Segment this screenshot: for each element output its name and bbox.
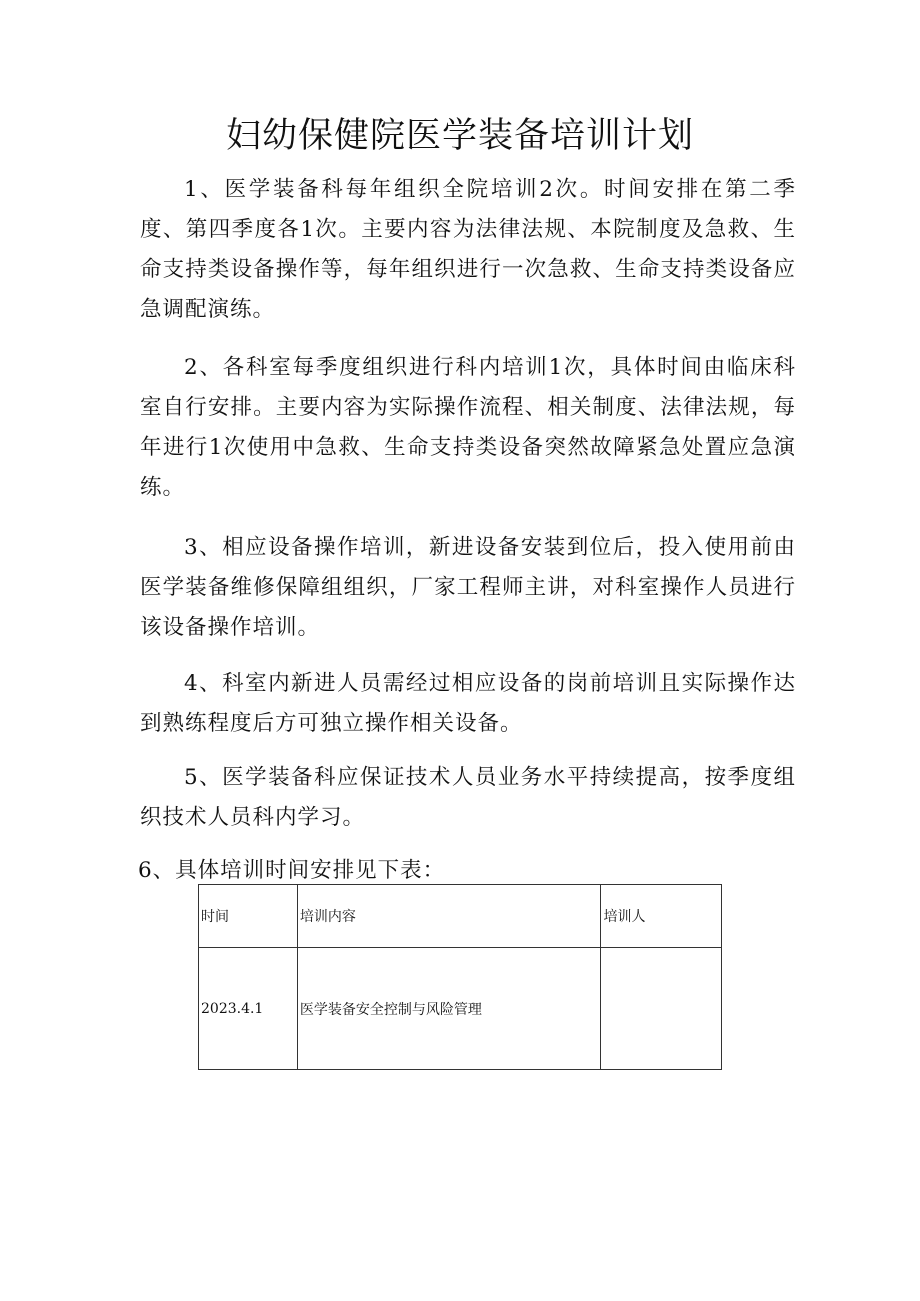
document-title: 妇幼保健院医学装备培训计划 (225, 116, 694, 156)
paragraph-5: 5、医学装备科应保证技术人员业务水平持续提高，按季度组织技术人员科内学习。 (140, 765, 796, 830)
header-trainer: 培训人 (601, 885, 722, 948)
paragraph-2: 2、各科室每季度组织进行科内培训1次，具体时间由临床科室自行安排。主要内容为实际操作流程、相关制度、法律法规，每年进行1次使用中急救、生命支持类设备突然故障紧急处置应急演练。 (140, 355, 796, 500)
cell-time: 2023.4.1 (199, 948, 298, 1070)
table-header-row (199, 885, 722, 948)
training-schedule-table (198, 884, 722, 1070)
schedule-intro: 6、具体培训时间安排见下表： (138, 858, 446, 883)
paragraph-4: 4、科室内新进人员需经过相应设备的岗前培训且实际操作达到熟练程度后方可独立操作相关设备。 (140, 671, 796, 736)
cell-content: 医学装备安全控制与风险管理 (297, 948, 601, 1070)
header-content: 培训内容 (297, 885, 601, 948)
paragraph-1: 1、医学装备科每年组织全院培训2次。时间安排在第二季度、第四季度各1次。主要内容为法律法规、本院制度及急救、生命支持类设备操作等，每年组织进行一次急救、生命支持类设备应急调配演练。 (140, 177, 796, 322)
header-time: 时间 (199, 885, 298, 948)
table-row (199, 948, 722, 1070)
cell-trainer (601, 948, 722, 1070)
paragraph-3: 3、相应设备操作培训，新进设备安装到位后，投入使用前由医学装备维修保障组组织，厂家工程师主讲，对科室操作人员进行该设备操作培训。 (140, 535, 796, 640)
